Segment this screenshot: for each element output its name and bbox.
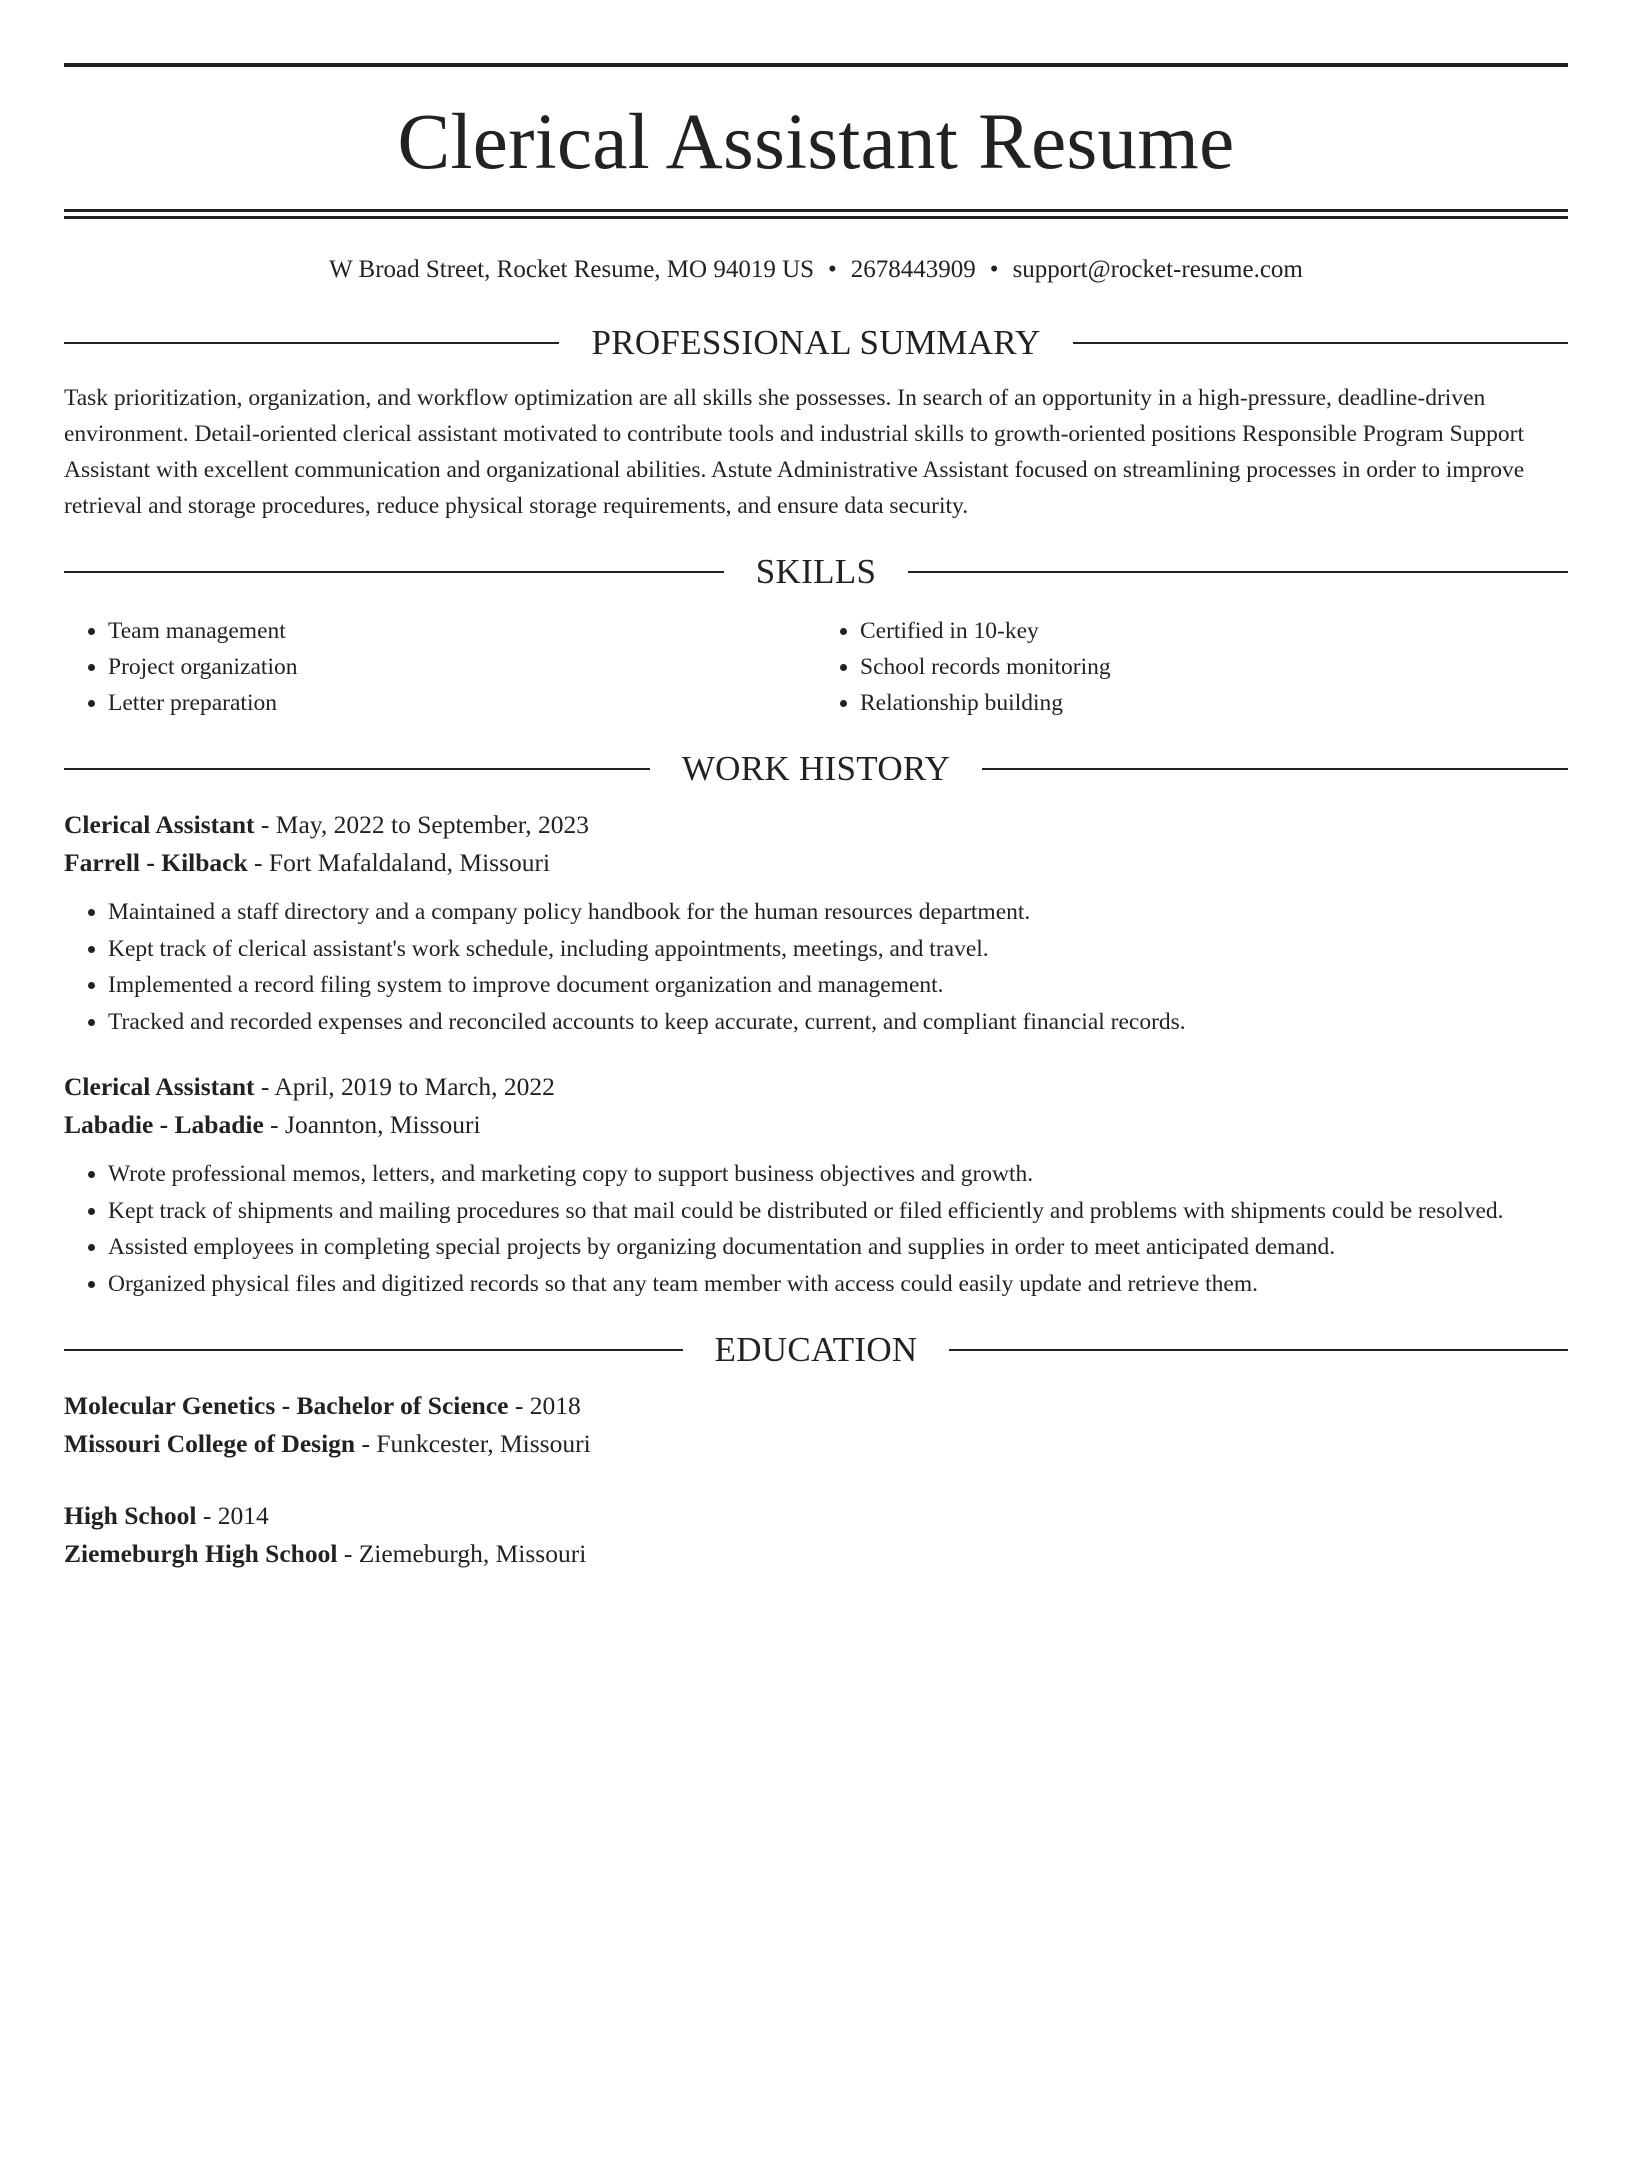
education-degree: Molecular Genetics - Bachelor of Science [64,1391,509,1420]
education-location: - Funkcester, Missouri [355,1429,591,1458]
skill-item: • Project organization [108,649,816,685]
education-entry [64,1387,1568,1463]
section-header-education [64,1332,1568,1367]
section-rule [64,571,724,573]
education-school: Missouri College of Design [64,1429,356,1458]
job-bullet: • Wrote professional memos, letters, and marketing copy to support business objectives and growth. [108,1156,1568,1193]
job-company: Labadie - Labadie [64,1110,264,1139]
education-location: - Ziemeburgh, Missouri [337,1539,587,1568]
education-school-row [64,1535,1568,1573]
job-company-row [64,1106,1568,1144]
section-title: WORK HISTORY [681,749,951,788]
job-bullet: • Maintained a staff directory and a company policy handbook for the human resources department. [108,894,1568,931]
contact-line [64,255,1568,285]
skills-column-left [64,613,816,721]
job-company-row [64,844,1568,882]
education-year: - 2018 [508,1391,581,1420]
education-year: - 2014 [196,1501,269,1530]
contact-phone: 2678443909 [850,256,976,283]
skill-item: • Certified in 10-key [860,613,1568,649]
section-rule [64,342,559,344]
job-location: - Joannton, Missouri [263,1110,481,1139]
job-entry [64,1068,1568,1302]
job-bullet: • Kept track of clerical assistant's work schedule, including appointments, meetings, and travel. [108,931,1568,968]
section-rule [1073,342,1568,344]
education-school-row [64,1425,1568,1463]
job-bullets [64,1156,1568,1302]
job-entry [64,806,1568,1040]
job-bullet: • Organized physical files and digitized records so that any team member with access could easily update and retrieve them. [108,1266,1568,1303]
job-dates: - April, 2019 to March, 2022 [254,1072,555,1101]
section-header-skills [64,554,1568,589]
education-degree-row [64,1497,1568,1535]
section-rule [982,768,1568,770]
job-title: Clerical Assistant [64,810,255,839]
top-rule [64,63,1568,67]
section-rule [908,571,1568,573]
section-title: SKILLS [755,552,877,591]
section-title: EDUCATION [714,1330,918,1369]
section-header-work [64,751,1568,786]
resume-page [0,63,1632,2175]
title-double-rule [64,209,1568,219]
education-entry [64,1497,1568,1573]
job-company: Farrell - Kilback [64,848,248,877]
job-bullets [64,894,1568,1040]
job-bullet: • Tracked and recorded expenses and reconciled accounts to keep accurate, current, and compliant financial records. [108,1004,1568,1041]
job-bullet: • Kept track of shipments and mailing procedures so that mail could be distributed or filed efficiently and problems with shipments could be resolved. [108,1193,1568,1230]
job-title-row [64,806,1568,844]
contact-separator: • [989,256,999,283]
education-school: Ziemeburgh High School [64,1539,338,1568]
job-bullet: • Assisted employees in completing special projects by organizing documentation and supplies in order to meet anticipated demand. [108,1229,1568,1266]
contact-address: W Broad Street, Rocket Resume, MO 94019 US [329,256,815,283]
skills-list [64,613,1568,721]
contact-separator: • [828,256,837,283]
job-location: - Fort Mafaldaland, Missouri [247,848,551,877]
education-degree: High School [64,1501,197,1530]
skill-item: • Relationship building [860,685,1568,721]
section-rule [64,1349,683,1351]
summary-paragraph: Task prioritization, organization, and workflow optimization are all skills she possesses. In search of an opportunity in a high-pressure, deadline-driven environment. Detail-oriented clerical assistant motivated to contribute tools and industrial skills to growth-oriented positions Responsible Program Support Assistant with excellent communication and organizational abilities. Astute Administrative Assistant focused on streamlining processes in order to improve retrieval and storage procedures, reduce physical storage requirements, and ensure data security. [64,385,1525,519]
skills-column-right [816,613,1568,721]
contact-email: support@rocket-resume.com [1012,256,1303,283]
section-rule [949,1349,1568,1351]
job-dates: - May, 2022 to September, 2023 [254,810,589,839]
skill-item: • Team management [108,613,816,649]
job-title-row [64,1068,1568,1106]
job-title: Clerical Assistant [64,1072,255,1101]
section-rule [64,768,650,770]
skill-item: • School records monitoring [860,649,1568,685]
section-title: PROFESSIONAL SUMMARY [591,323,1041,362]
section-header-summary [64,325,1568,360]
job-bullet: • Implemented a record filing system to improve document organization and management. [108,967,1568,1004]
skill-item: • Letter preparation [108,685,816,721]
education-degree-row [64,1387,1568,1425]
page-title: Clerical Assistant Resume [397,99,1235,186]
